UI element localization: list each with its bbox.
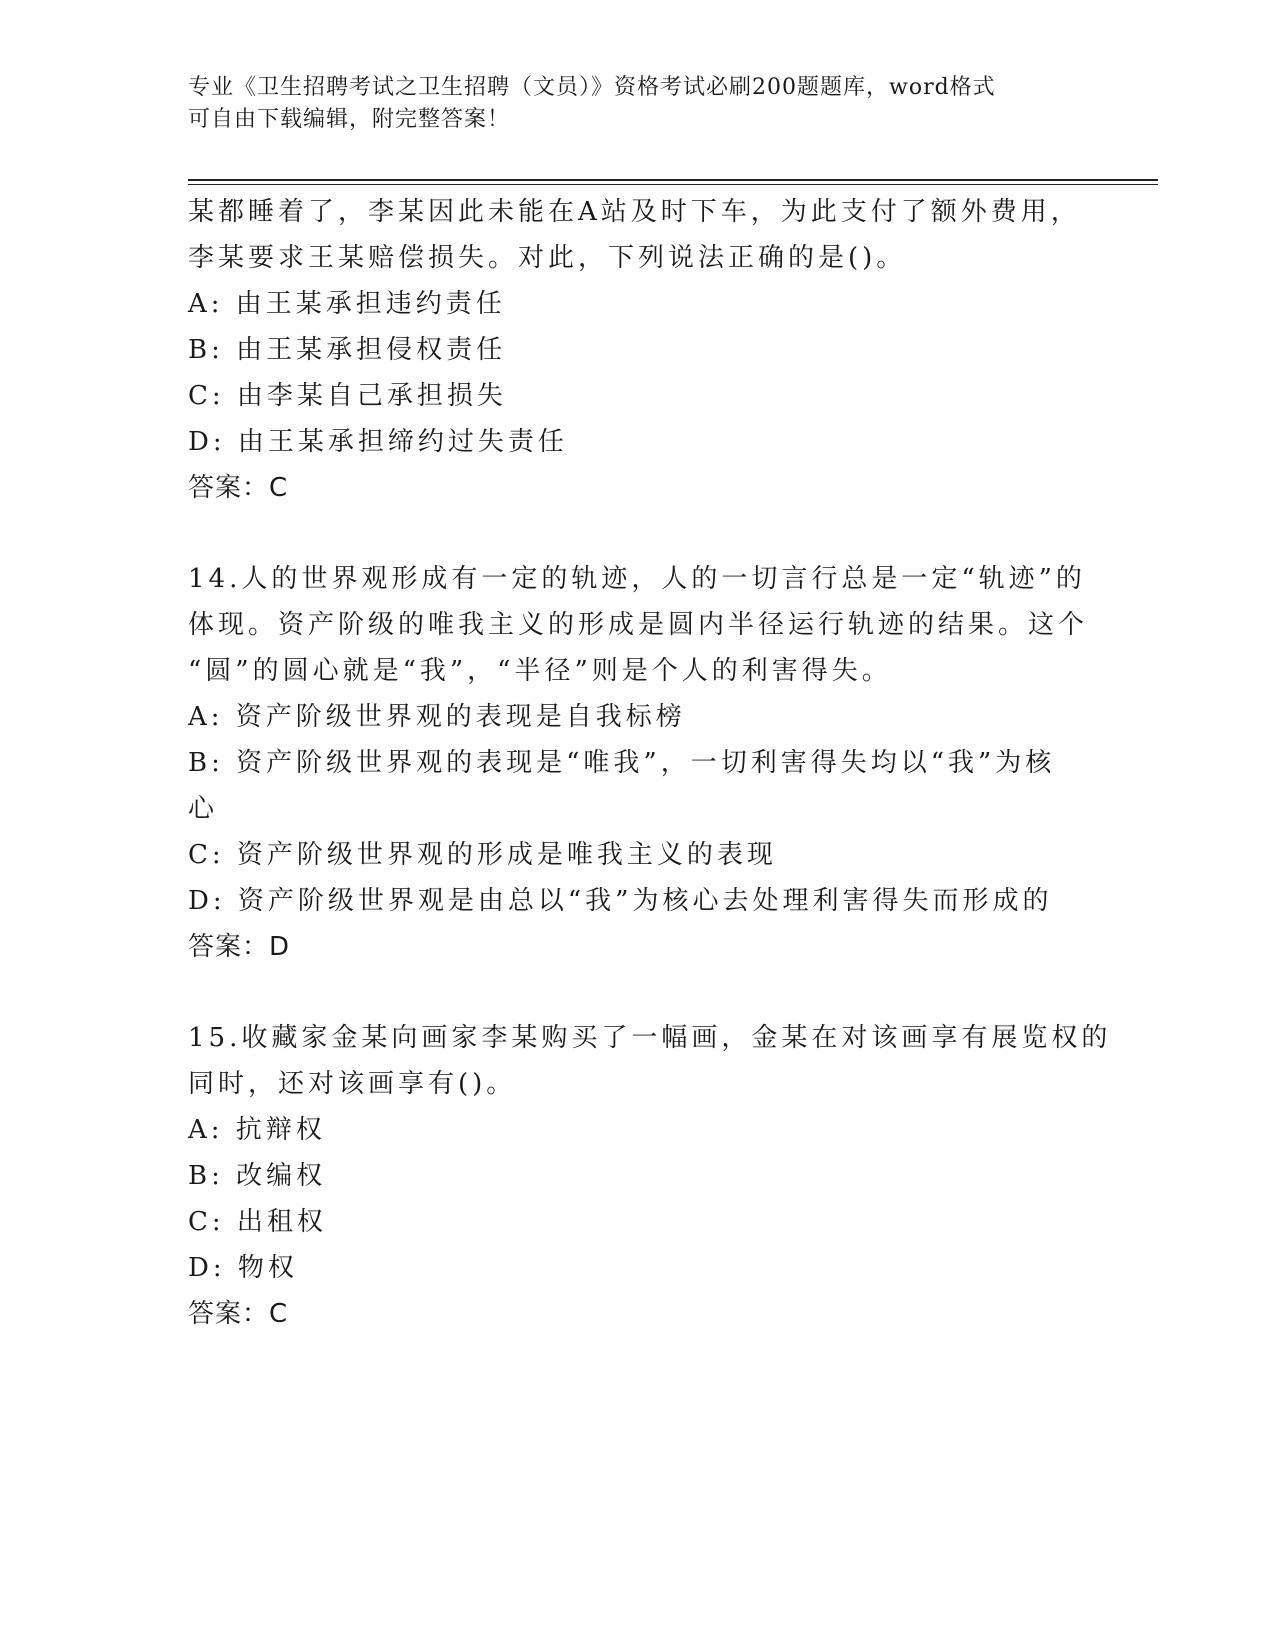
answer-label: 答案：C bbox=[188, 1299, 289, 1329]
option-d: D: 资产阶级世界观是由总以“我”为核心去处理利害得失而形成的 bbox=[188, 886, 1053, 916]
option-b: B: 资产阶级世界观的表现是“唯我”，一切利害得失均以“我”为核 bbox=[188, 748, 1056, 778]
question-list bbox=[188, 189, 1112, 1337]
question-13 bbox=[188, 189, 1088, 511]
option-c: C: 出租权 bbox=[188, 1207, 327, 1237]
option-b-continued: 心 bbox=[188, 794, 219, 824]
question-stem: 同时，还对该画享有()。 bbox=[188, 1069, 517, 1099]
question-gap bbox=[188, 511, 1088, 556]
option-a: A: 资产阶级世界观的表现是自我标榜 bbox=[188, 702, 686, 732]
header-rule-thin bbox=[188, 184, 1158, 185]
question-15 bbox=[188, 1015, 1112, 1337]
question-stem: “圆”的圆心就是“我”，“半径”则是个人的利害得失。 bbox=[188, 656, 892, 686]
option-c: C: 由李某自己承担损失 bbox=[188, 381, 507, 411]
question-stem: 某都睡着了，李某因此未能在A站及时下车，为此支付了额外费用， bbox=[188, 197, 1081, 227]
option-a: A: 抗辩权 bbox=[188, 1115, 326, 1145]
option-b: B: 改编权 bbox=[188, 1161, 327, 1191]
question-14 bbox=[188, 556, 1088, 970]
question-stem: 李某要求王某赔偿损失。对此，下列说法正确的是()。 bbox=[188, 243, 907, 273]
answer-label: 答案：C bbox=[188, 473, 289, 503]
question-stem: 体现。资产阶级的唯我主义的形成是圆内半径运行轨迹的结果。这个 bbox=[188, 610, 1089, 640]
header-rule-thick bbox=[188, 179, 1158, 181]
option-d: D: 物权 bbox=[188, 1253, 298, 1283]
header-line-2: 可自由下载编辑，附完整答案！ bbox=[188, 107, 511, 132]
question-stem: 15.收藏家金某向画家李某购买了一幅画，金某在对该画享有展览权的 bbox=[188, 1023, 1112, 1053]
option-b: B: 由王某承担侵权责任 bbox=[188, 335, 507, 365]
option-a: A: 由王某承担违约责任 bbox=[188, 289, 506, 319]
question-gap bbox=[188, 970, 1088, 1015]
option-c: C: 资产阶级世界观的形成是唯我主义的表现 bbox=[188, 840, 777, 870]
question-stem: 14.人的世界观形成有一定的轨迹，人的一切言行总是一定“轨迹”的 bbox=[188, 564, 1086, 594]
answer-label: 答案：D bbox=[188, 932, 291, 962]
document-header bbox=[188, 72, 1088, 136]
header-line-1: 专业《卫生招聘考试之卫生招聘（文员）》资格考试必刷200题题库，word格式 bbox=[188, 75, 996, 100]
option-d: D: 由王某承担缔约过失责任 bbox=[188, 427, 568, 457]
